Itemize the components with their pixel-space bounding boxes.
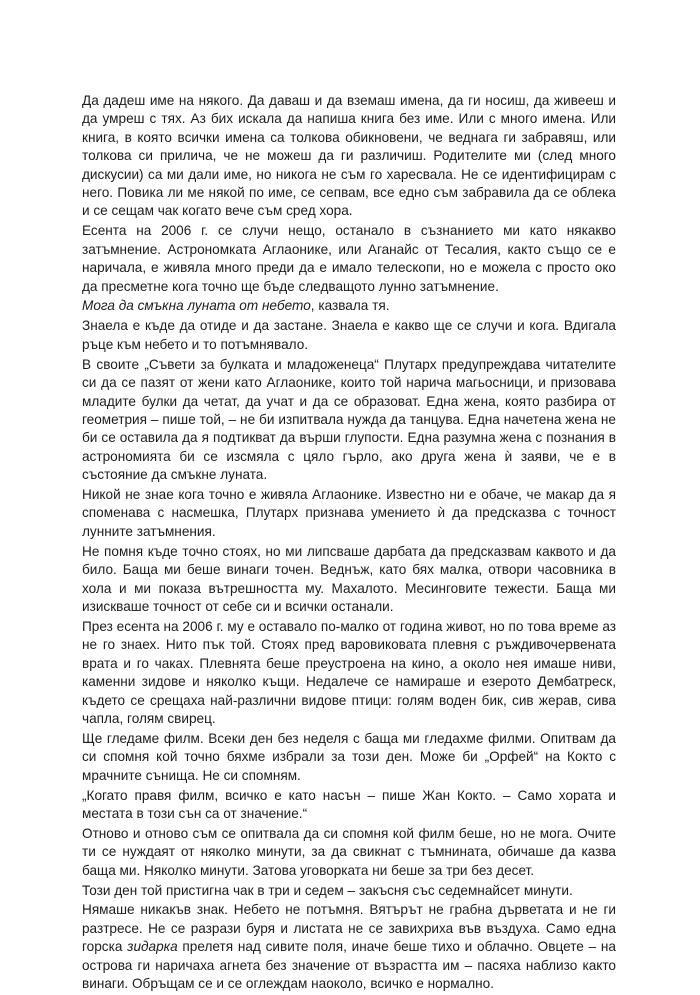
- paragraph-no-sign: [82, 901, 616, 993]
- paragraph-knew-where: Знаела е къде да отиде и да застане. Знаела е какво ще се случи и кога. Вдигала ръце към небето и то потъмнявало.: [82, 318, 616, 352]
- paragraph-remember-film: Отново и отново съм се опитвала да си спомня кой филм беше, но не мога. Очите ти се нуждаят от няколко минути, за да свикнат с тъмнината, обичаше да казва баща ми. Няколко минути. Затова уговорката ни беше за три без десет.: [82, 825, 616, 878]
- paragraph-barn-cinema: През есента на 2006 г. му е оставало по-малко от година живот, но по това време аз не го знаех. Нито пък той. Стоях пред варовиковата плевня с ръждивочервената врата и го чаках. Плевнята беше преустроена на кино, а около нея имаше ниви, каменни зидове и няколко къщи. Недалече се намираше и езерото Дембатреск, където се срещаха най-различни видове птици: голям воден бик, сив жерав, сива чапла, голям свирец.: [82, 618, 616, 726]
- paragraph-father-clock: Не помня къде точно стоях, но ми липсваше дарбата да предсказвам каквото и да било. Баща ми беше винаги точен. Веднъж, като бях малка, отвори часовника в хола и ми показа вътрешността му. Махалото. Месинговите тежести. Баща ми изискваше точност от себе си и всички останали.: [82, 543, 616, 614]
- paragraph-watch-film: Ще гледаме филм. Всеки ден без неделя с баща ми гледахме филми. Опитвам да си спомня кой точно бяхме избрали за този ден. Може би „Орфей“ на Кокто с мрачните сънища. Не си спомням.: [82, 730, 616, 783]
- quote-italic: Мога да смъкна луната от небето: [82, 298, 311, 314]
- paragraph-nobody-knows: Никой не знае кога точно е живяла Аглаонике. Известно ни е обаче, че макар да я споменава с насмешка, Плутарх признава умението ѝ да предсказва с точност лунните затъмнения.: [82, 487, 616, 539]
- paragraph-quote-line: [82, 297, 616, 315]
- paragraph-cocteau-quote: „Когато правя филм, всичко е като насън – пише Жан Кокто. – Само хората и местата в този сън са от значение.“: [82, 787, 616, 821]
- paragraph-plutarch-advice: В своите „Съвети за булката и младоженеца“ Плутарх предупреждава читателите си да се пазят от жени като Аглаонике, които той нарича магьосници, и призовава младите булки да четат, да учат и да се образоват. Една жена, която разбира от геометрия – пише той, – не би изпитвала нужда да танцува. Една начетена жена не би се оставила да я подтикват да върши глупости. Една разумна жена с познания в астрономията би се изсмяла с цяло гърло, ако друга жена ѝ заяви, че е в състояние да смъкне луната.: [82, 356, 616, 483]
- document-page: [82, 92, 616, 995]
- quote-rest: , казвала тя.: [310, 298, 390, 314]
- paragraph-name-reflection: Да дадеш име на някого. Да даваш и да вземаш имена, да ги носиш, да живееш и да умреш с тях. Аз бих искала да напиша книга без име. Или с много имена. Или книга, в която всички имена са толкова обикновени, че веднага ги забравяш, или толкова си прилича, че не можеш да ги различиш. Родителите ми (след много дискусии) са ми дали име, но никога не съм го харесвала. Не се идентифицирам с него. Повика ли ме някой по име, се сепвам, все едно съм забравила да се облека и се сещам чак когато вече съм сред хора.: [82, 93, 616, 219]
- paragraph-autumn-2006: Есента на 2006 г. се случи нещо, останало в съзнанието ми като някакво затъмнение. Астрономката Аглаонике, или Аганайс от Тесалия, както също се е наричала, е живяла много преди да е имало телескопи, но е можела с просто око да пресметне кога точно ще бъде следващото лунно затъмнение.: [82, 223, 616, 294]
- paragraph-arrival: Този ден той пристигна чак в три и седем – закъсня със седемнайсет минути.: [82, 882, 573, 898]
- no-sign-italic: зидарка: [127, 939, 178, 955]
- no-sign-before: Нямаше никакъв знак. Небето не потъмня. Вятърът не грабна дърветата и не ги разтресе. Не се разрази буря и листата не се завихриха във въздуха. Само една горска: [82, 902, 616, 955]
- no-sign-after: прелетя над сивите поля, иначе беше тихо и облачно. Овцете – на острова ги наричаха агнета без значение от възрастта им – пасяха наблизо както винаги. Обръщам се и се оглеждам наоколо, всичко е нормално.: [82, 939, 616, 992]
